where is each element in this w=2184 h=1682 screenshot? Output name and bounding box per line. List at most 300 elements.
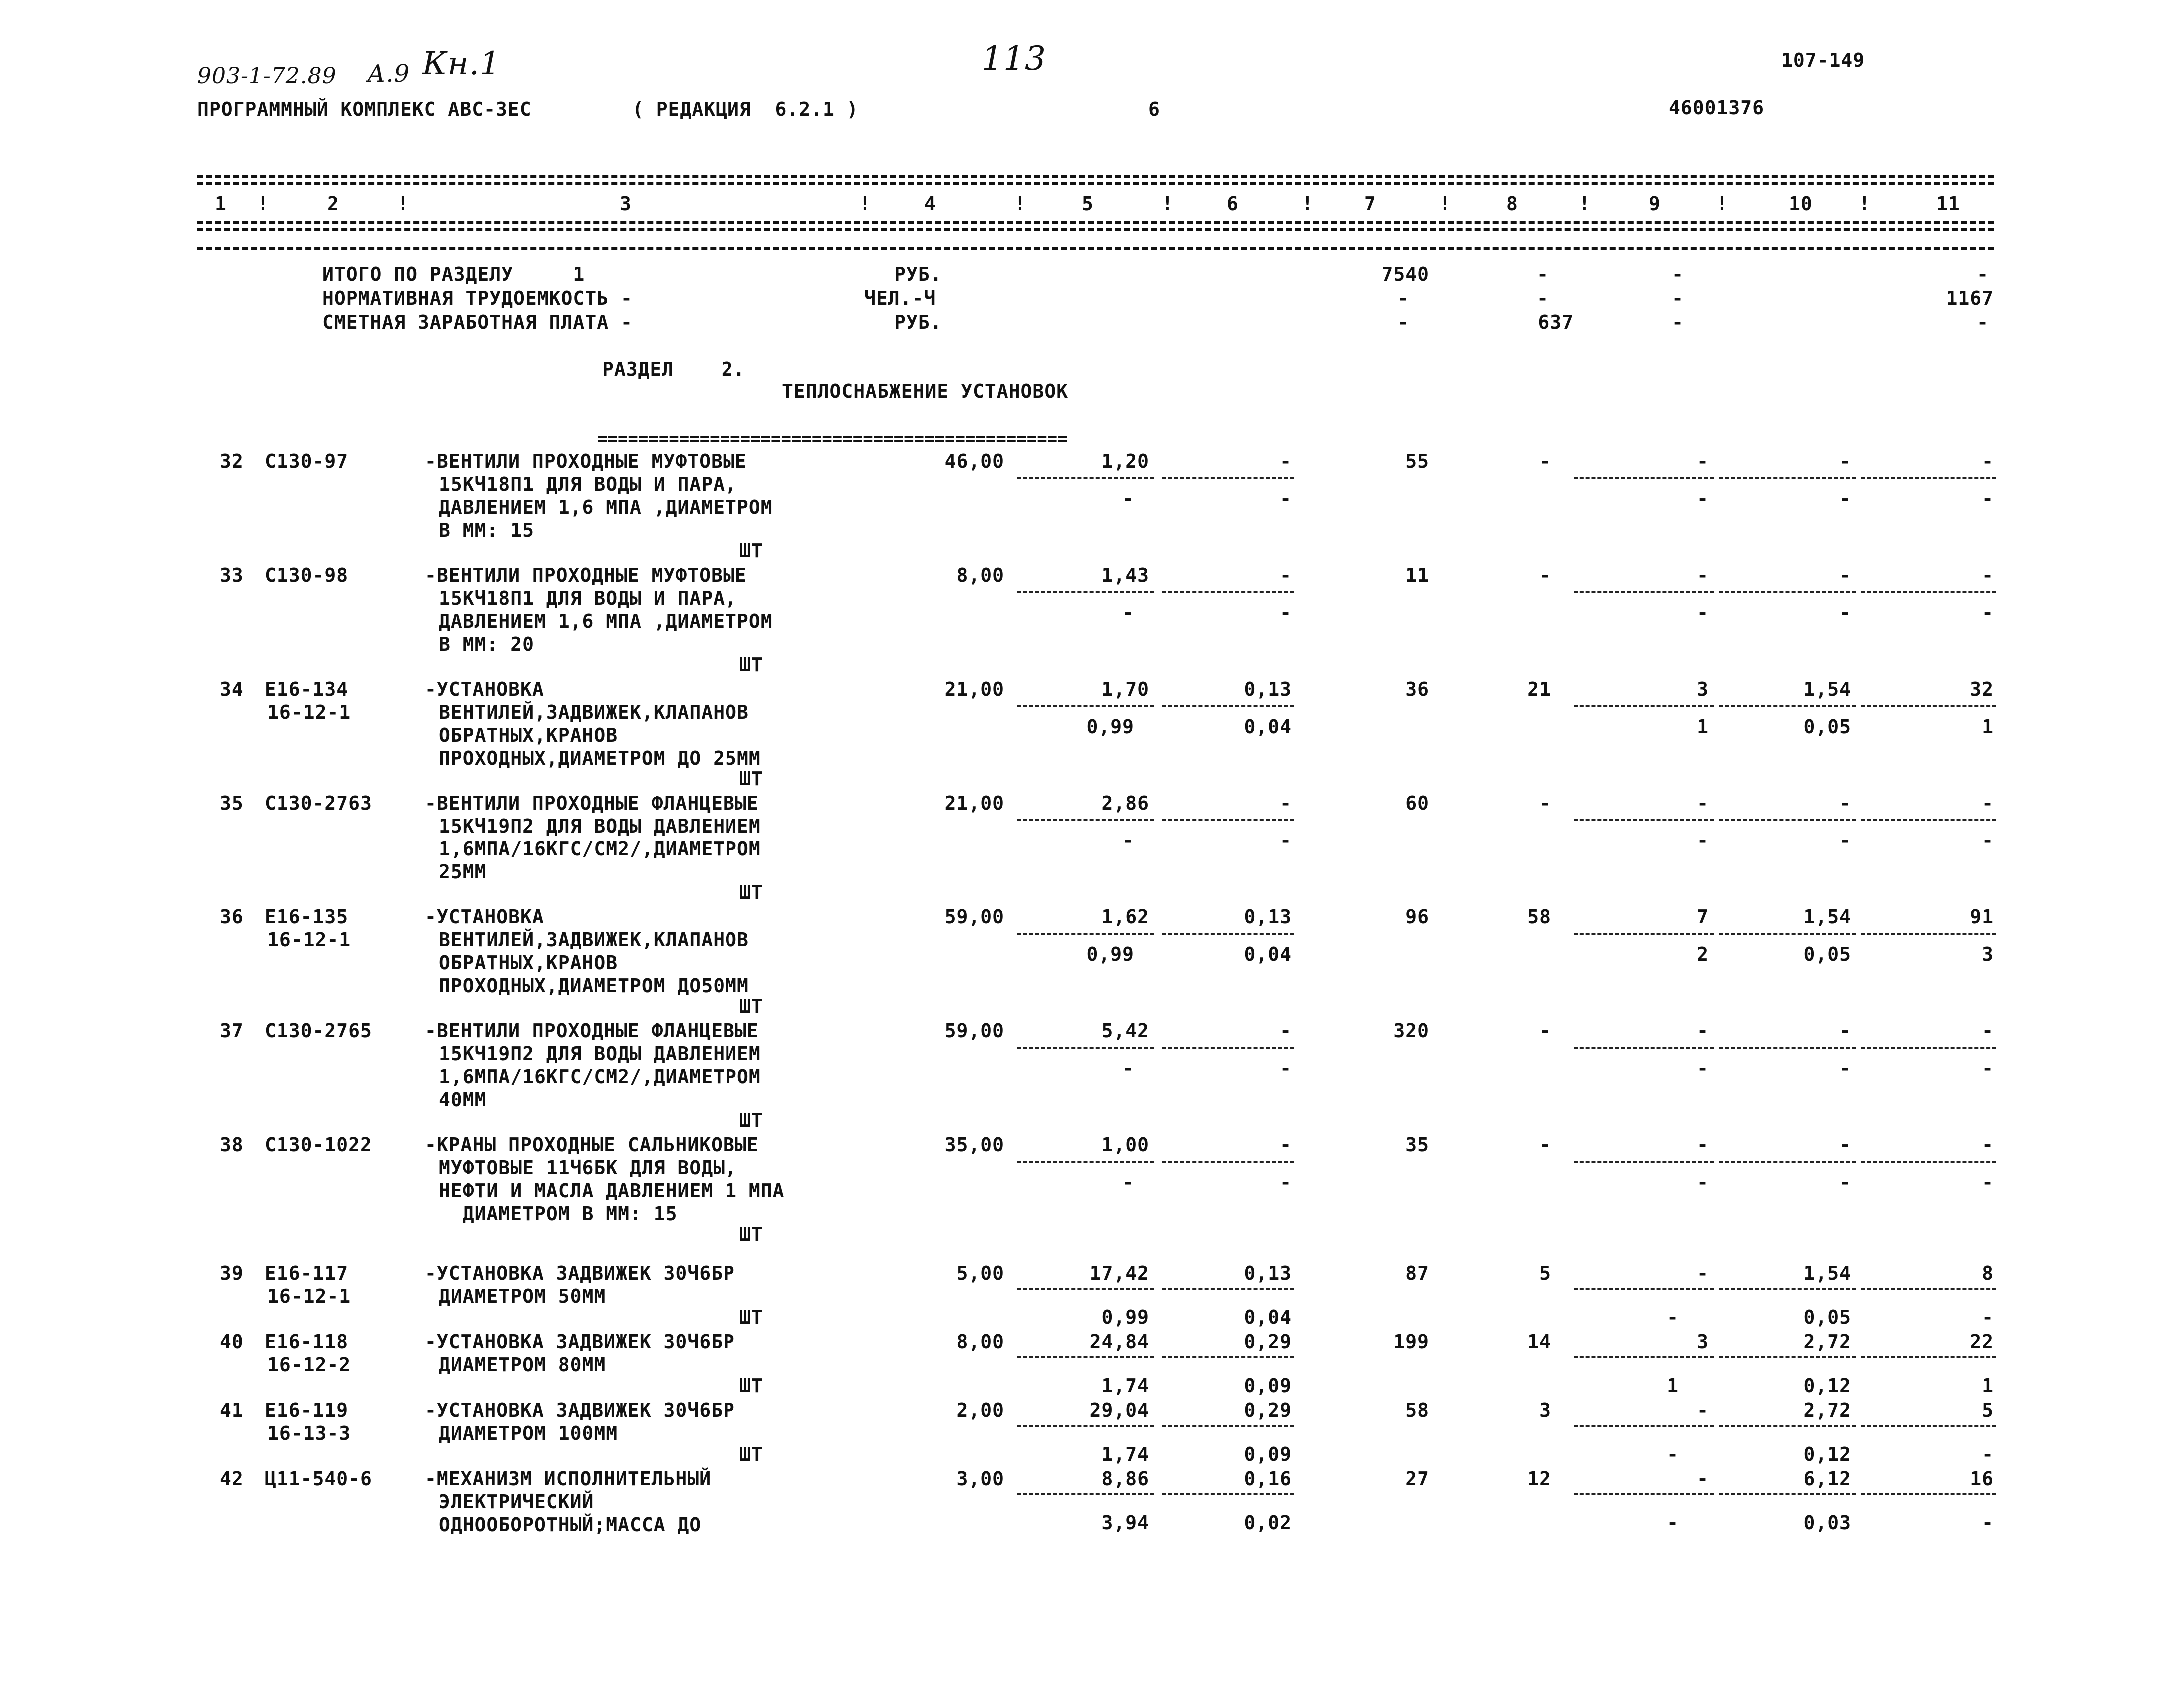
- row-description-line: ВЕНТИЛЕЙ,ЗАДВИЖЕК,КЛАПАНОВ: [439, 929, 749, 951]
- cell-underline: [1719, 933, 1856, 935]
- total-wage: 3: [1539, 1399, 1551, 1421]
- column-number-3: 3: [620, 193, 632, 215]
- labor-unit-sub: 0,05: [1803, 716, 1851, 738]
- total-cost: 320: [1393, 1020, 1429, 1042]
- labor-total-sub: -: [1982, 602, 1994, 624]
- handwritten-album: А.9: [367, 60, 410, 88]
- wage-label: СМЕТНАЯ ЗАРАБОТНАЯ ПЛАТА -: [322, 311, 633, 333]
- row-description-line: 1,6МПА/16КГС/СМ2/,ДИАМЕТРОМ: [439, 838, 761, 860]
- unit-wage-sub: -: [1280, 602, 1292, 624]
- row-description-line: -ВЕНТИЛИ ПРОХОДНЫЕ ФЛАНЦЕВЫЕ: [425, 1020, 759, 1042]
- cell-underline: [1861, 1161, 1996, 1163]
- column-number-8: 8: [1506, 193, 1518, 215]
- header-top-rule-2: [197, 182, 1994, 185]
- row-description-line: -ВЕНТИЛИ ПРОХОДНЫЕ МУФТОВЫЕ: [425, 450, 747, 472]
- machine-cost-sub: -: [1667, 1443, 1679, 1465]
- column-number-11: 11: [1936, 193, 1960, 215]
- labor-total: 5: [1982, 1399, 1994, 1421]
- column-separator: !: [1859, 192, 1870, 214]
- labor-unit-sub: 0,03: [1803, 1512, 1851, 1534]
- row-description-line: -УСТАНОВКА ЗАДВИЖЕК 30Ч6БР: [425, 1399, 735, 1421]
- unit-cost-sub: 1,74: [1101, 1375, 1149, 1397]
- header-bottom-rule-2: [197, 228, 1994, 231]
- handwritten-page-number: 113: [982, 39, 1046, 78]
- cell-underline: [1162, 1493, 1294, 1495]
- cell-underline: [1719, 1288, 1856, 1290]
- itogo-col9: -: [1672, 263, 1684, 285]
- row-description-line: -УСТАНОВКА ЗАДВИЖЕК 30Ч6БР: [425, 1331, 735, 1353]
- row-unit: ШТ: [739, 1223, 763, 1245]
- total-wage: -: [1539, 450, 1551, 472]
- column-number-2: 2: [327, 193, 339, 215]
- labor-unit-sub: -: [1839, 1057, 1851, 1079]
- machine-cost-sub: -: [1697, 1171, 1709, 1193]
- row-description-line: ДИАМЕТРОМ 80ММ: [439, 1354, 606, 1376]
- row-description-line: ПРОХОДНЫХ,ДИАМЕТРОМ ДО 25ММ: [439, 747, 761, 769]
- total-wage: 14: [1527, 1331, 1551, 1353]
- total-cost: 11: [1405, 564, 1429, 586]
- quantity: 8,00: [956, 564, 1004, 586]
- labor-total-sub: -: [1982, 1057, 1994, 1079]
- norm-col9: -: [1672, 287, 1684, 309]
- labor-unit-sub: -: [1839, 602, 1851, 624]
- row-description-line: 15КЧ19П2 ДЛЯ ВОДЫ ДАВЛЕНИЕМ: [439, 815, 761, 837]
- unit-cost: 29,04: [1089, 1399, 1149, 1421]
- cell-underline: [1861, 1047, 1996, 1049]
- cell-underline: [1162, 477, 1294, 479]
- labor-total: 8: [1982, 1262, 1994, 1284]
- machine-cost-sub: 1: [1667, 1375, 1679, 1397]
- row-number: 33: [220, 564, 244, 586]
- quantity: 8,00: [956, 1331, 1004, 1353]
- row-description-line: ОБРАТНЫХ,КРАНОВ: [439, 724, 618, 746]
- row-number: 39: [220, 1262, 244, 1284]
- itogo-col11: -: [1977, 263, 1989, 285]
- unit-wage: 0,16: [1244, 1468, 1292, 1490]
- wage-unit: РУБ.: [894, 311, 942, 333]
- unit-wage-sub: 0,09: [1244, 1443, 1292, 1465]
- row-code: С130-2763: [265, 792, 372, 814]
- total-wage: 12: [1527, 1468, 1551, 1490]
- cell-underline: [1861, 1356, 1996, 1358]
- cell-underline: [1861, 819, 1996, 821]
- row-description-line: ДАВЛЕНИЕМ 1,6 МПА ,ДИАМЕТРОМ: [439, 496, 773, 518]
- cell-underline: [1574, 1356, 1714, 1358]
- row-code: С130-97: [265, 450, 349, 472]
- unit-cost-sub: 0,99: [1101, 1306, 1149, 1328]
- row-code-2: 16-13-3: [267, 1422, 351, 1444]
- row-description-line: 15КЧ18П1 ДЛЯ ВОДЫ И ПАРА,: [439, 473, 737, 495]
- row-description-line: ОДНООБОРОТНЫЙ;МАССА ДО: [439, 1514, 702, 1536]
- row-description-line: МУФТОВЫЕ 11Ч6БК ДЛЯ ВОДЫ,: [439, 1157, 737, 1179]
- row-description-line: -МЕХАНИЗМ ИСПОЛНИТЕЛЬНЫЙ: [425, 1468, 712, 1490]
- row-description-line: -КРАНЫ ПРОХОДНЫЕ САЛЬНИКОВЫЕ: [425, 1134, 759, 1156]
- labor-unit-sub: 0,12: [1803, 1443, 1851, 1465]
- machine-cost-sub: 2: [1697, 943, 1709, 965]
- machine-cost-sub: -: [1697, 830, 1709, 851]
- wage-col7: -: [1397, 311, 1409, 333]
- labor-total: 91: [1970, 906, 1994, 928]
- unit-cost: 24,84: [1089, 1331, 1149, 1353]
- row-description-line: ВЕНТИЛЕЙ,ЗАДВИЖЕК,КЛАПАНОВ: [439, 701, 749, 723]
- labor-total-sub: -: [1982, 1306, 1994, 1328]
- cell-underline: [1017, 1425, 1154, 1427]
- machine-cost: 7: [1697, 906, 1709, 928]
- cell-underline: [1574, 1493, 1714, 1495]
- cell-underline: [1017, 933, 1154, 935]
- cell-underline: [1162, 1425, 1294, 1427]
- cell-underline: [1162, 819, 1294, 821]
- labor-unit: 2,72: [1803, 1399, 1851, 1421]
- labor-unit: 1,54: [1803, 678, 1851, 700]
- total-cost: 36: [1405, 678, 1429, 700]
- labor-unit: -: [1839, 1134, 1851, 1156]
- section-title: ТЕПЛОСНАБЖЕНИЕ УСТАНОВОК: [782, 380, 1069, 402]
- cell-underline: [1719, 477, 1856, 479]
- machine-cost: -: [1697, 1468, 1709, 1490]
- unit-cost-sub: -: [1122, 1171, 1134, 1193]
- unit-cost-sub: 3,94: [1101, 1512, 1149, 1534]
- unit-wage-sub: -: [1280, 1171, 1292, 1193]
- row-description-line: -ВЕНТИЛИ ПРОХОДНЫЕ ФЛАНЦЕВЫЕ: [425, 792, 759, 814]
- cell-underline: [1574, 1288, 1714, 1290]
- cell-underline: [1719, 591, 1856, 593]
- cell-underline: [1574, 1047, 1714, 1049]
- cell-underline: [1017, 1356, 1154, 1358]
- unit-wage: -: [1280, 564, 1292, 586]
- unit-cost: 1,20: [1101, 450, 1149, 472]
- quantity: 35,00: [944, 1134, 1004, 1156]
- unit-wage-sub: 0,04: [1244, 1306, 1292, 1328]
- column-separator: !: [1162, 192, 1173, 214]
- labor-total: 16: [1970, 1468, 1994, 1490]
- row-description-line: 25ММ: [439, 861, 487, 883]
- labor-unit-sub: -: [1839, 1171, 1851, 1193]
- machine-cost-sub: -: [1667, 1306, 1679, 1328]
- row-description-line: ДИАМЕТРОМ В ММ: 15: [439, 1203, 678, 1225]
- doc-reference: 107-149: [1781, 49, 1865, 71]
- row-number: 35: [220, 792, 244, 814]
- cell-underline: [1719, 1356, 1856, 1358]
- machine-cost: -: [1697, 564, 1709, 586]
- row-description-line: 15КЧ18П1 ДЛЯ ВОДЫ И ПАРА,: [439, 587, 737, 609]
- cell-underline: [1574, 1161, 1714, 1163]
- labor-unit: -: [1839, 450, 1851, 472]
- cell-underline: [1719, 705, 1856, 707]
- labor-unit-sub: 0,12: [1803, 1375, 1851, 1397]
- cell-underline: [1162, 591, 1294, 593]
- document-code: 46001376: [1669, 97, 1765, 119]
- row-description-line: НЕФТИ И МАСЛА ДАВЛЕНИЕМ 1 МПА: [439, 1180, 785, 1202]
- row-description-line: ДИАМЕТРОМ 50ММ: [439, 1285, 606, 1307]
- row-code: С130-2765: [265, 1020, 372, 1042]
- header-bottom-rule: [197, 221, 1994, 224]
- labor-unit: 2,72: [1803, 1331, 1851, 1353]
- unit-cost: 8,86: [1101, 1468, 1149, 1490]
- quantity: 59,00: [944, 906, 1004, 928]
- labor-unit: 1,54: [1803, 1262, 1851, 1284]
- cell-underline: [1861, 1288, 1996, 1290]
- row-unit: ШТ: [739, 1109, 763, 1131]
- unit-cost: 5,42: [1101, 1020, 1149, 1042]
- handwritten-doc-number: 903-1-72.89: [197, 63, 337, 89]
- cell-underline: [1861, 1425, 1996, 1427]
- cell-underline: [1719, 819, 1856, 821]
- column-number-6: 6: [1227, 193, 1239, 215]
- cell-underline: [1574, 933, 1714, 935]
- labor-total-sub: -: [1982, 830, 1994, 851]
- labor-unit: 6,12: [1803, 1468, 1851, 1490]
- labor-unit: -: [1839, 1020, 1851, 1042]
- labor-total: -: [1982, 564, 1994, 586]
- unit-wage-sub: 0,04: [1244, 943, 1292, 965]
- column-separator: !: [257, 192, 269, 214]
- section-rule: ==============================================: [597, 429, 1068, 449]
- row-description-line: 15КЧ19П2 ДЛЯ ВОДЫ ДАВЛЕНИЕМ: [439, 1043, 761, 1065]
- total-cost: 199: [1393, 1331, 1429, 1353]
- column-number-7: 7: [1364, 193, 1376, 215]
- unit-wage: 0,29: [1244, 1399, 1292, 1421]
- machine-cost-sub: -: [1667, 1512, 1679, 1534]
- row-description-line: ОБРАТНЫХ,КРАНОВ: [439, 952, 618, 974]
- machine-cost: 3: [1697, 1331, 1709, 1353]
- row-code: Е16-135: [265, 906, 349, 928]
- labor-unit: -: [1839, 564, 1851, 586]
- row-number: 37: [220, 1020, 244, 1042]
- row-code: Е16-119: [265, 1399, 349, 1421]
- total-cost: 27: [1405, 1468, 1429, 1490]
- row-code: С130-1022: [265, 1134, 372, 1156]
- machine-cost-sub: -: [1697, 602, 1709, 624]
- row-unit: ШТ: [739, 995, 763, 1017]
- quantity: 3,00: [956, 1468, 1004, 1490]
- row-description-line: ДИАМЕТРОМ 100ММ: [439, 1422, 618, 1444]
- unit-cost-sub: -: [1122, 830, 1134, 851]
- total-cost: 35: [1405, 1134, 1429, 1156]
- column-number-5: 5: [1082, 193, 1094, 215]
- total-wage: 5: [1539, 1262, 1551, 1284]
- quantity: 5,00: [956, 1262, 1004, 1284]
- row-code-2: 16-12-2: [267, 1354, 351, 1376]
- row-unit: ШТ: [739, 1443, 763, 1465]
- total-wage: -: [1539, 1020, 1551, 1042]
- column-separator: !: [397, 192, 409, 214]
- header-top-rule: [197, 175, 1994, 178]
- cell-underline: [1574, 591, 1714, 593]
- labor-total-sub: 1: [1982, 716, 1994, 738]
- itogo-col7: 7540: [1381, 263, 1429, 285]
- unit-wage-sub: 0,02: [1244, 1512, 1292, 1534]
- unit-wage: 0,13: [1244, 906, 1292, 928]
- cell-underline: [1861, 933, 1996, 935]
- machine-cost-sub: -: [1697, 1057, 1709, 1079]
- row-code: Ц11-540-6: [265, 1468, 372, 1490]
- unit-wage-sub: -: [1280, 1057, 1292, 1079]
- row-description-line: 40ММ: [439, 1089, 487, 1111]
- cell-underline: [1719, 1161, 1856, 1163]
- row-unit: ШТ: [739, 881, 763, 903]
- row-number: 38: [220, 1134, 244, 1156]
- unit-cost: 1,62: [1101, 906, 1149, 928]
- cell-underline: [1574, 819, 1714, 821]
- unit-cost-sub: 0,99: [1086, 943, 1134, 965]
- edition: ( РЕДАКЦИЯ 6.2.1 ): [632, 98, 859, 120]
- unit-wage: -: [1280, 792, 1292, 814]
- cell-underline: [1017, 705, 1154, 707]
- cell-underline: [1861, 591, 1996, 593]
- cell-underline: [1861, 705, 1996, 707]
- row-number: 32: [220, 450, 244, 472]
- row-description-line: ЭЛЕКТРИЧЕСКИЙ: [439, 1491, 594, 1513]
- quantity: 2,00: [956, 1399, 1004, 1421]
- labor-unit-sub: 0,05: [1803, 943, 1851, 965]
- labor-unit-sub: -: [1839, 830, 1851, 851]
- row-unit: ШТ: [739, 540, 763, 562]
- cell-underline: [1017, 1288, 1154, 1290]
- row-code-2: 16-12-1: [267, 701, 351, 723]
- machine-cost: 3: [1697, 678, 1709, 700]
- unit-wage: -: [1280, 1020, 1292, 1042]
- cell-underline: [1719, 1425, 1856, 1427]
- cell-underline: [1574, 477, 1714, 479]
- machine-cost-sub: -: [1697, 488, 1709, 510]
- itogo-col8: -: [1537, 263, 1549, 285]
- column-separator: !: [1579, 192, 1590, 214]
- row-code-2: 16-12-1: [267, 1285, 351, 1307]
- unit-cost: 1,00: [1101, 1134, 1149, 1156]
- unit-cost-sub: 0,99: [1086, 716, 1134, 738]
- column-separator: !: [1439, 192, 1451, 214]
- row-code: Е16-134: [265, 678, 349, 700]
- quantity: 21,00: [944, 678, 1004, 700]
- unit-wage: 0,13: [1244, 678, 1292, 700]
- unit-wage: 0,13: [1244, 1262, 1292, 1284]
- labor-total: 32: [1970, 678, 1994, 700]
- norm-col11: 1167: [1946, 287, 1994, 309]
- unit-cost: 1,70: [1101, 678, 1149, 700]
- total-wage: 58: [1527, 906, 1551, 928]
- cell-underline: [1719, 1493, 1856, 1495]
- labor-total-sub: -: [1982, 1512, 1994, 1534]
- cell-underline: [1017, 819, 1154, 821]
- row-description-line: -УСТАНОВКА ЗАДВИЖЕК 30Ч6БР: [425, 1262, 735, 1284]
- itogo-label: ИТОГО ПО РАЗДЕЛУ 1: [322, 263, 585, 285]
- row-number: 41: [220, 1399, 244, 1421]
- norm-col8: -: [1537, 287, 1549, 309]
- labor-unit-sub: -: [1839, 488, 1851, 510]
- norm-col7: -: [1397, 287, 1409, 309]
- cell-underline: [1162, 1161, 1294, 1163]
- cell-underline: [1162, 705, 1294, 707]
- norm-unit: ЧЕЛ.-Ч: [864, 287, 936, 309]
- row-number: 34: [220, 678, 244, 700]
- row-description-line: -ВЕНТИЛИ ПРОХОДНЫЕ МУФТОВЫЕ: [425, 564, 747, 586]
- column-number-10: 10: [1789, 193, 1813, 215]
- machine-cost: -: [1697, 792, 1709, 814]
- total-wage: -: [1539, 1134, 1551, 1156]
- cell-underline: [1162, 1288, 1294, 1290]
- column-separator: !: [859, 192, 871, 214]
- norm-label: НОРМАТИВНАЯ ТРУДОЕМКОСТЬ -: [322, 287, 633, 309]
- column-number-1: 1: [215, 193, 227, 215]
- labor-total: -: [1982, 1020, 1994, 1042]
- handwritten-book: Кн.1: [422, 45, 501, 82]
- machine-cost: -: [1697, 1399, 1709, 1421]
- quantity: 59,00: [944, 1020, 1004, 1042]
- row-unit: ШТ: [739, 1306, 763, 1328]
- total-cost: 60: [1405, 792, 1429, 814]
- row-number: 42: [220, 1468, 244, 1490]
- total-cost: 58: [1405, 1399, 1429, 1421]
- summary-top-rule: [197, 247, 1994, 250]
- unit-wage-sub: -: [1280, 830, 1292, 851]
- section-label: РАЗДЕЛ 2.: [602, 358, 745, 380]
- cell-underline: [1017, 1493, 1154, 1495]
- total-cost: 87: [1405, 1262, 1429, 1284]
- quantity: 46,00: [944, 450, 1004, 472]
- column-separator: !: [1716, 192, 1728, 214]
- cell-underline: [1162, 933, 1294, 935]
- row-description-line: В ММ: 20: [439, 633, 535, 655]
- cell-underline: [1017, 1047, 1154, 1049]
- unit-wage: -: [1280, 1134, 1292, 1156]
- total-wage: -: [1539, 564, 1551, 586]
- unit-cost: 1,43: [1101, 564, 1149, 586]
- labor-total-sub: 3: [1982, 943, 1994, 965]
- unit-cost: 2,86: [1101, 792, 1149, 814]
- row-number: 40: [220, 1331, 244, 1353]
- row-code: С130-98: [265, 564, 349, 586]
- wage-col11: -: [1977, 311, 1989, 333]
- cell-underline: [1017, 1161, 1154, 1163]
- total-cost: 96: [1405, 906, 1429, 928]
- row-code: Е16-117: [265, 1262, 349, 1284]
- unit-cost-sub: -: [1122, 1057, 1134, 1079]
- row-number: 36: [220, 906, 244, 928]
- labor-unit: 1,54: [1803, 906, 1851, 928]
- labor-total: 22: [1970, 1331, 1994, 1353]
- cell-underline: [1017, 477, 1154, 479]
- unit-cost-sub: -: [1122, 488, 1134, 510]
- row-unit: ШТ: [739, 768, 763, 790]
- column-separator: !: [1014, 192, 1026, 214]
- cell-underline: [1861, 477, 1996, 479]
- machine-cost: -: [1697, 1020, 1709, 1042]
- unit-wage: -: [1280, 450, 1292, 472]
- wage-col9: -: [1672, 311, 1684, 333]
- row-unit: ШТ: [739, 654, 763, 676]
- row-description-line: 1,6МПА/16КГС/СМ2/,ДИАМЕТРОМ: [439, 1066, 761, 1088]
- labor-total: -: [1982, 450, 1994, 472]
- cell-underline: [1162, 1047, 1294, 1049]
- unit-cost-sub: 1,74: [1101, 1443, 1149, 1465]
- row-description-line: -УСТАНОВКА: [425, 906, 544, 928]
- unit-wage-sub: 0,04: [1244, 716, 1292, 738]
- cell-underline: [1017, 591, 1154, 593]
- unit-cost: 17,42: [1089, 1262, 1149, 1284]
- cell-underline: [1162, 1356, 1294, 1358]
- row-description-line: -УСТАНОВКА: [425, 678, 544, 700]
- row-code-2: 16-12-1: [267, 929, 351, 951]
- row-description-line: ПРОХОДНЫХ,ДИАМЕТРОМ ДО50ММ: [439, 975, 749, 997]
- column-separator: !: [1302, 192, 1313, 214]
- column-number-4: 4: [924, 193, 936, 215]
- labor-total-sub: -: [1982, 1171, 1994, 1193]
- row-description-line: В ММ: 15: [439, 519, 535, 541]
- row-description-line: ДАВЛЕНИЕМ 1,6 МПА ,ДИАМЕТРОМ: [439, 610, 773, 632]
- labor-unit: -: [1839, 792, 1851, 814]
- cell-underline: [1719, 1047, 1856, 1049]
